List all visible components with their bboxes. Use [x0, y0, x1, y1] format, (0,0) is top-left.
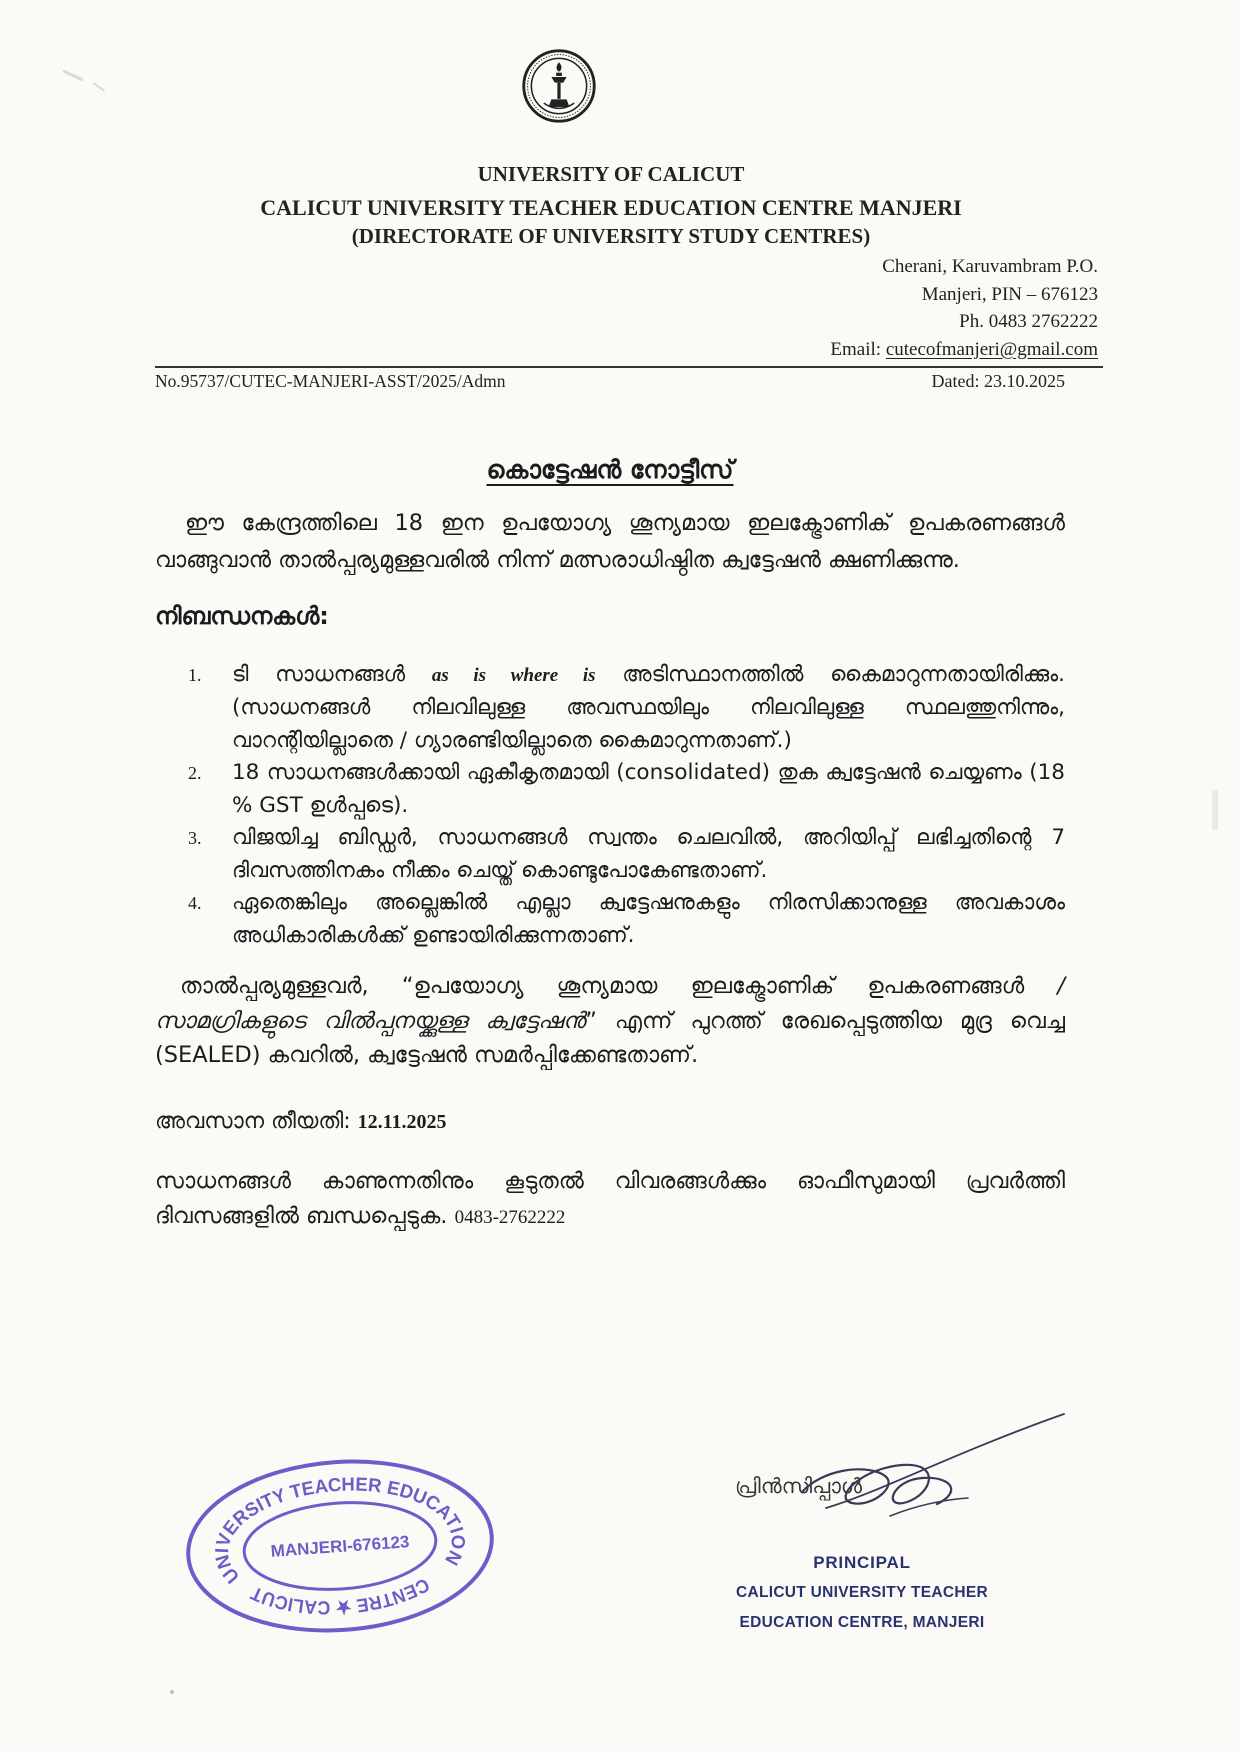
scan-mark — [93, 82, 106, 92]
contact-paragraph — [155, 1164, 1065, 1235]
phone-line: Ph. 0483 2762222 — [959, 311, 1098, 332]
contact-text: സാധനങ്ങൾ കാണുന്നതിനും കൂടുതൽ വിവരങ്ങൾക്കും ഓഫീസുമായി പ്രവർത്തി ദിവസങ്ങളിൽ ബന്ധപ്പെടുക. — [155, 1168, 1065, 1230]
condition-text: ഏതെങ്കിലും അല്ലെങ്കിൽ എല്ലാ ക്വട്ടേഷനുകളും നിരസിക്കാനുള്ള അവകാശം അധികാരികൾക്ക് ഉണ്ടായിരിക്കുന്നതാണ്. — [232, 890, 1065, 948]
stamp-ring-bottom: CENTRE ★ CALICUT — [247, 1573, 433, 1618]
address-block — [830, 253, 1098, 363]
reference-number: No.95737/CUTEC-MANJERI-ASST/2025/Admn — [155, 371, 506, 391]
deadline-date: 12.11.2025 — [357, 1110, 447, 1133]
principal-seal — [712, 1548, 1012, 1638]
condition-text-part: ടി സാധനങ്ങൾ — [232, 661, 432, 687]
conditions-list — [188, 659, 1065, 953]
office-seal-stamp — [174, 1445, 506, 1647]
date-line: Dated: 23.10.2025 — [931, 371, 1065, 391]
submission-paragraph — [155, 969, 1065, 1073]
scan-mark — [62, 69, 83, 81]
submission-text-part: താൽപ്പര്യമുള്ളവർ, “ഉപയോഗ്യ ശൂന്യമായ ഇലക്ട്രോണിക് ഉപകരണങ്ങൾ — [180, 973, 1058, 1000]
condition-text: വിജയിച്ച ബിഡ്ഡർ, സാധനങ്ങൾ സ്വന്തം ചെലവിൽ, അറിയിപ്പ് ലഭിച്ചതിന്റെ 7 ദിവസത്തിനകം നീക്കം ചെയ്ത് കൊണ്ടുപോകേണ്ടതാണ്. — [232, 825, 1065, 883]
condition-text: 18 സാധനങ്ങൾക്കായി ഏകീകൃതമായി (consolidated) തുക ക്വട്ടേഷൻ ചെയ്യണം (18 % GST ഉൾപ്പടെ). — [232, 760, 1065, 818]
stamp-ring-top: UNIVERSITY TEACHER EDUCATION — [212, 1474, 469, 1587]
designation-principal: PRINCIPAL — [813, 1553, 911, 1572]
signature-scribble — [730, 1408, 1070, 1533]
condition-italic-term: as is where is — [431, 664, 596, 686]
condition-number: 4. — [188, 893, 202, 914]
intro-paragraph: ഈ കേന്ദ്രത്തിലെ 18 ഇന ഉപയോഗ്യ ശൂന്യമായ ഇലക്ട്രോണിക് ഉപകരണങ്ങൾ വാങ്ങുവാൻ താൽപ്പര്യമുള്ളവരിൽ നിന്ന് മത്സരാധിഷ്ഠിത ക്വട്ടേഷൻ ക്ഷണിക്കുന്നു. — [155, 509, 1065, 573]
submission-text-part: ” എന്ന് പുറത്ത് രേഖപ്പെടുത്തിയ മുദ്ര വെച്ച (SEALED) കവറിൽ, ക്വട്ടേഷൻ സമർപ്പിക്കേണ്ടതാണ്. — [155, 1007, 1065, 1069]
condition-number: 3. — [188, 828, 202, 849]
signatory-title-malayalam: പ്രിൻസിപ്പാൾ — [735, 1474, 862, 1498]
header-divider — [155, 366, 1103, 368]
notice-title: കൊട്ടേഷൻ നോട്ടീസ് — [486, 455, 734, 484]
deadline-label: അവസാന തീയതി: — [155, 1108, 358, 1134]
address-line-1: Cherani, Karuvambram P.O. — [882, 256, 1098, 277]
deadline-line — [155, 1105, 1065, 1139]
address-line-2: Manjeri, PIN – 676123 — [921, 283, 1098, 305]
contact-phone: 0483-2762222 — [454, 1207, 566, 1229]
condition-text-part: അടിസ്ഥാനത്തിൽ കൈമാറുന്നതായിരിക്കും. (സാധനങ്ങൾ നിലവിലുള്ള അവസ്ഥയിലും നിലവിലുള്ള സ്ഥലത്തുനിന്നും, വാറന്റിയില്ലാതെ / ഗ്യാരണ്ടിയില്ലാതെ കൈമാറുന്നതാണ്.) — [232, 661, 1065, 753]
condition-item — [188, 887, 1065, 952]
condition-text — [232, 659, 1065, 758]
submission-cover-label: / സാമഗ്രികളുടെ വിൽപ്പനയ്ക്കുള്ള ക്വട്ടേഷൻ — [155, 973, 1065, 1034]
directorate-name: (DIRECTORATE OF UNIVERSITY STUDY CENTRES) — [351, 224, 871, 248]
stamp-center-text: MANJERI-676123 — [270, 1532, 410, 1561]
condition-item — [188, 659, 1065, 758]
scan-mark — [1212, 790, 1218, 830]
email-line — [830, 336, 1098, 364]
condition-item — [188, 757, 1065, 822]
scan-mark — [170, 1690, 174, 1694]
condition-item — [188, 822, 1065, 887]
seal-line-2: EDUCATION CENTRE, MANJERI — [739, 1614, 985, 1631]
university-emblem-logo — [520, 46, 598, 126]
seal-line-1: CALICUT UNIVERSITY TEACHER — [735, 1584, 989, 1601]
notice-body — [155, 452, 1065, 1235]
email-label: Email: — [830, 338, 886, 360]
stamp-ring-text — [246, 1569, 433, 1623]
university-name: UNIVERSITY OF CALICUT — [477, 162, 745, 186]
lamp-icon — [549, 62, 570, 107]
condition-number: 2. — [188, 763, 202, 784]
condition-number: 1. — [188, 664, 202, 685]
centre-name: CALICUT UNIVERSITY TEACHER EDUCATION CENTRE MANJERI — [260, 195, 962, 220]
conditions-heading: നിബന്ധനകൾ: — [155, 602, 329, 630]
email-address: cutecofmanjeri@gmail.com — [885, 338, 1098, 360]
